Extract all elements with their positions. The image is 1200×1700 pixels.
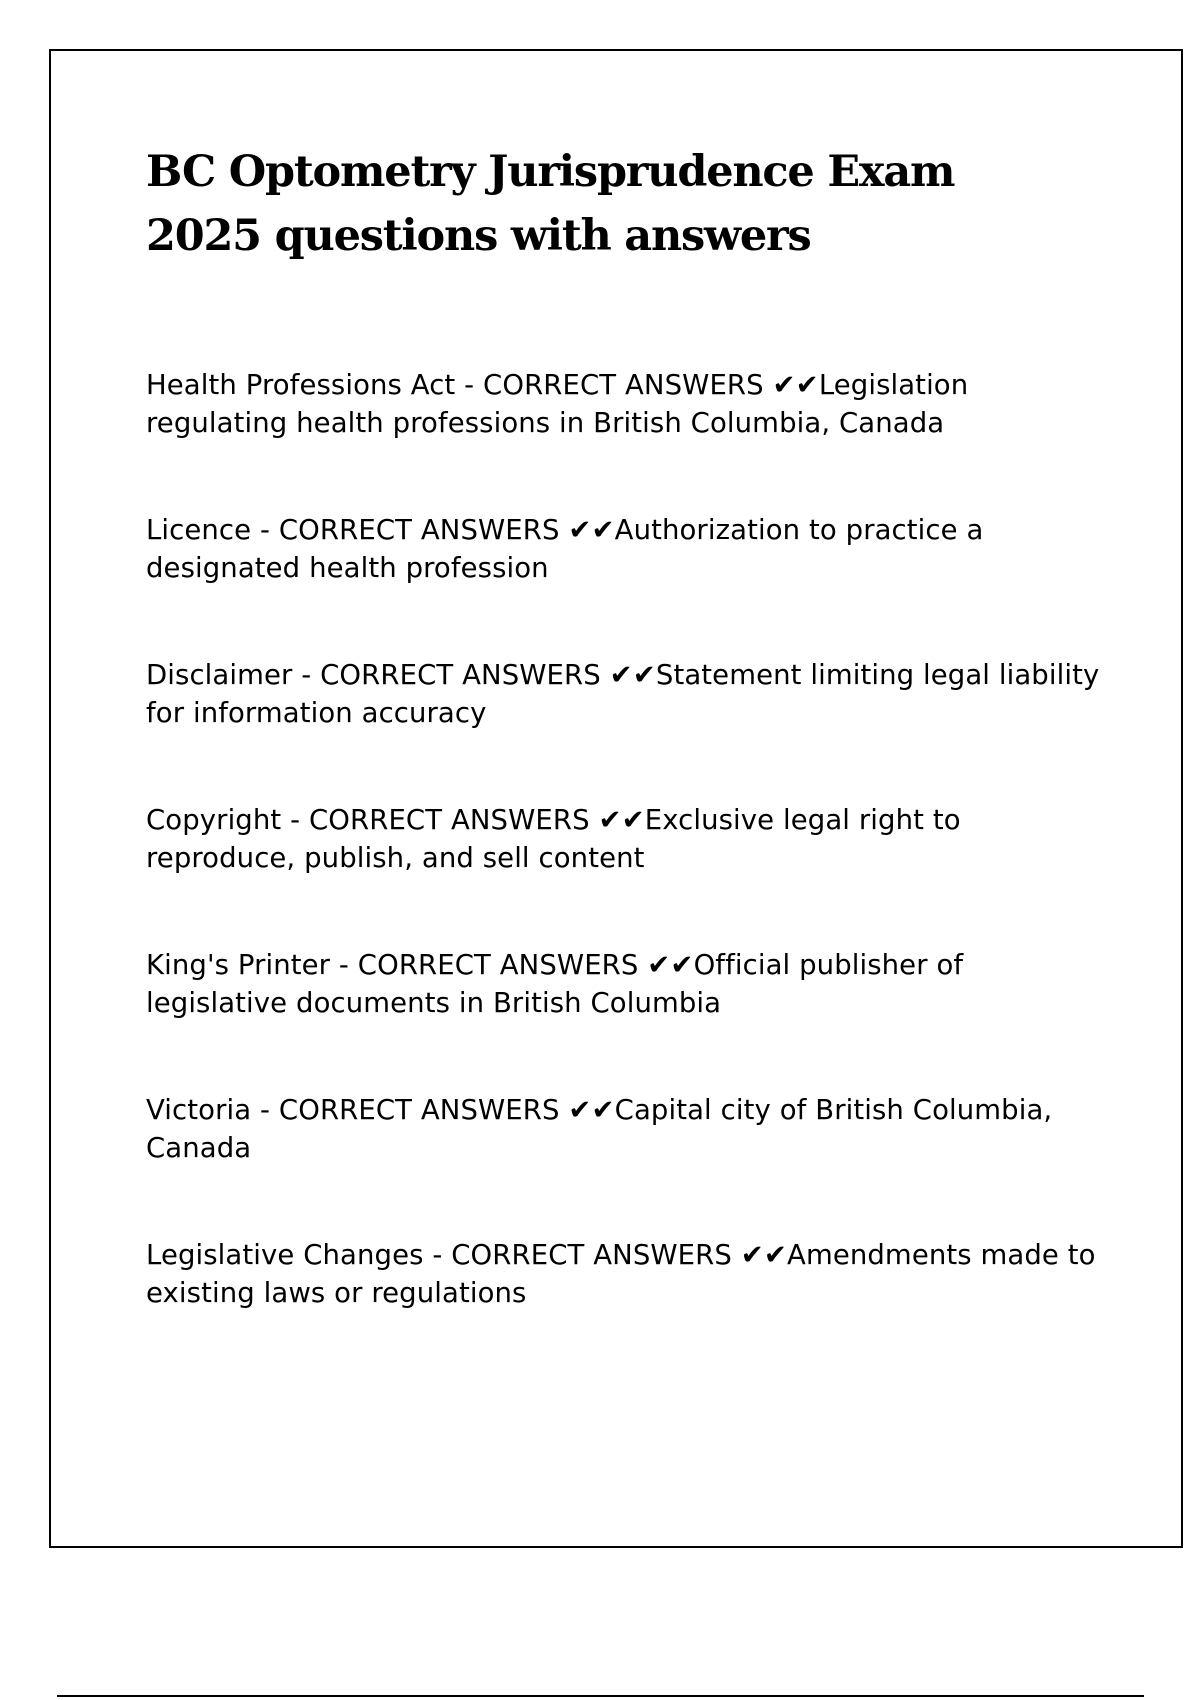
qa-definition: Exclusive legal right to reproduce, publish, and sell content	[146, 804, 961, 874]
qa-definition: Amendments made to existing laws or regulations	[146, 1239, 1096, 1309]
footer-rule	[57, 1695, 1144, 1697]
qa-item-disclaimer	[146, 656, 1106, 801]
qa-answer-marker: - CORRECT ANSWERS ✔✔	[423, 1239, 788, 1271]
document-title: BC Optometry Jurisprudence Exam 2025 questions with answers	[146, 147, 955, 261]
qa-answer-marker: - CORRECT ANSWERS ✔✔	[292, 659, 656, 691]
qa-definition: Official publisher of legislative documents in British Columbia	[146, 949, 964, 1019]
qa-item-licence	[146, 511, 1106, 656]
qa-list	[146, 366, 1106, 1312]
qa-item-legislative-changes	[146, 1236, 1106, 1312]
qa-term: Licence	[146, 514, 252, 546]
qa-term: Legislative Changes	[146, 1239, 424, 1271]
qa-answer-marker: - CORRECT ANSWERS ✔✔	[330, 949, 694, 981]
qa-item-victoria	[146, 1091, 1106, 1236]
qa-definition: Legislation regulating health professions in British Columbia, Canada	[146, 369, 969, 439]
qa-term: Victoria	[146, 1094, 252, 1126]
qa-item-copyright	[146, 801, 1106, 946]
qa-term: Copyright	[146, 804, 282, 836]
qa-answer-marker: - CORRECT ANSWERS ✔✔	[281, 804, 645, 836]
qa-answer-marker: - CORRECT ANSWERS ✔✔	[251, 514, 615, 546]
qa-item-kings-printer	[146, 946, 1106, 1091]
qa-item-health-professions-act	[146, 366, 1106, 511]
qa-definition: Authorization to practice a designated health profession	[146, 514, 984, 584]
qa-answer-marker: - CORRECT ANSWERS ✔✔	[455, 369, 819, 401]
qa-term: King's Printer	[146, 949, 331, 981]
qa-term: Health Professions Act	[146, 369, 456, 401]
qa-definition: Statement limiting legal liability for information accuracy	[146, 659, 1100, 729]
qa-answer-marker: - CORRECT ANSWERS ✔✔	[251, 1094, 615, 1126]
qa-definition: Capital city of British Columbia, Canada	[146, 1094, 1053, 1164]
qa-term: Disclaimer	[146, 659, 293, 691]
